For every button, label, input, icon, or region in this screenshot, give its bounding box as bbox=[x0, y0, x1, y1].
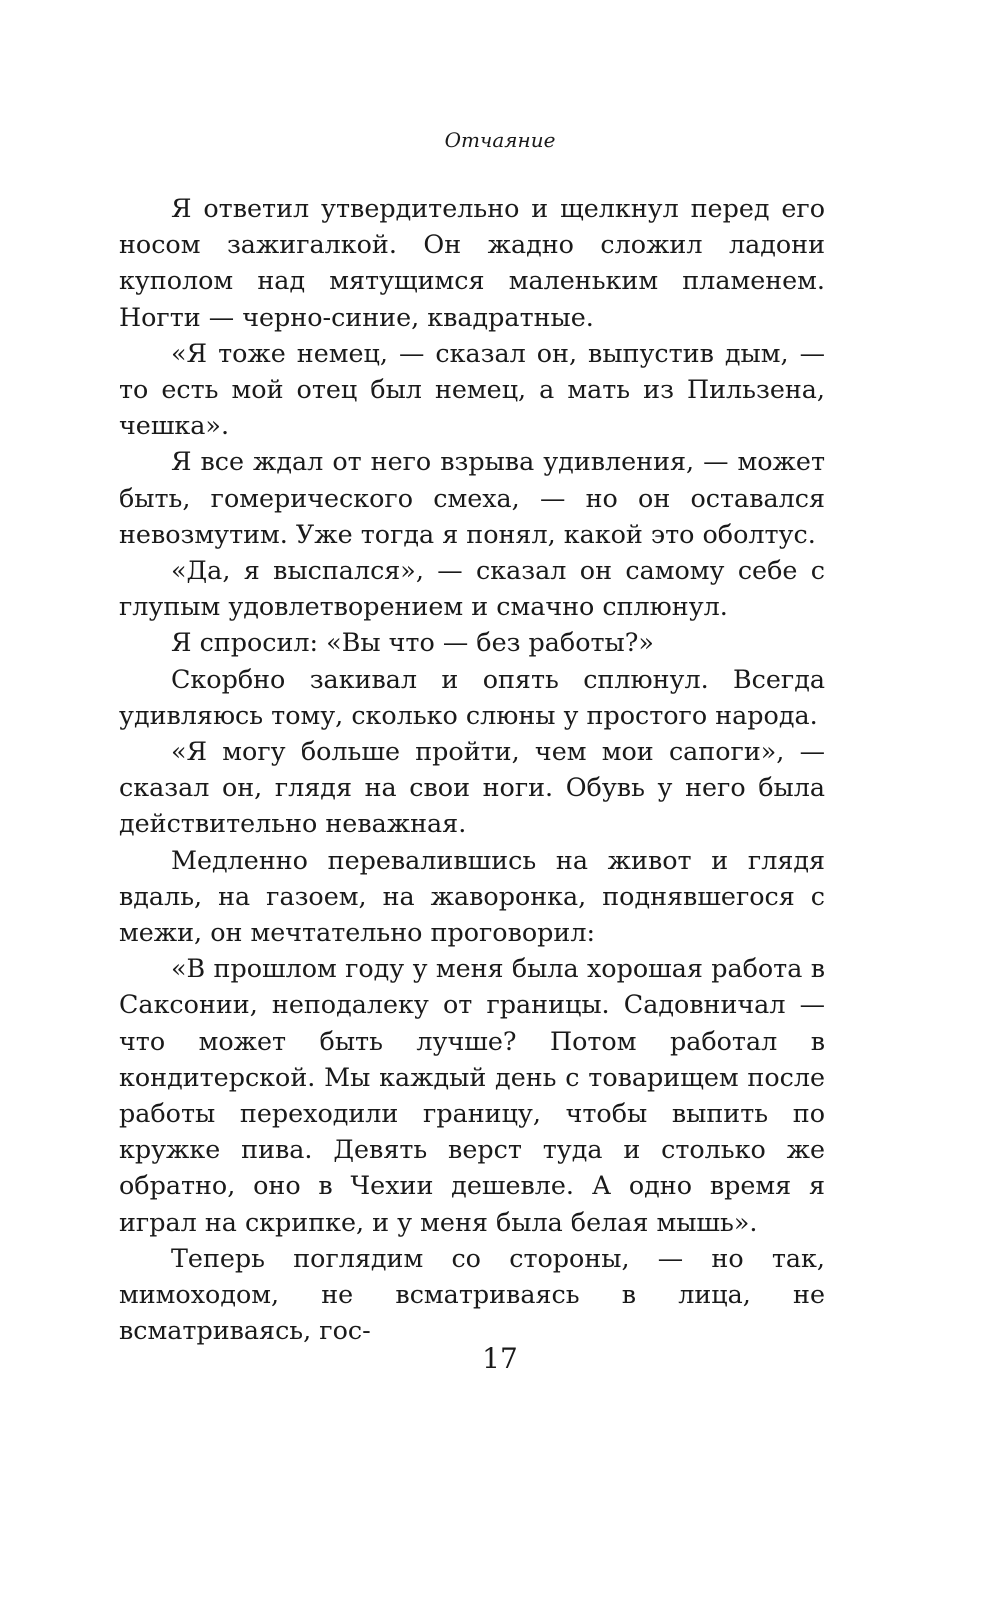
paragraph: «Я могу больше пройти, чем мои сапоги», — сказал он, глядя на свои ноги. Обувь у него была действительно неважная. bbox=[119, 736, 825, 839]
paragraph: Теперь поглядим со стороны, — но так, мимоходом, не всматриваясь в лица, не всматриваясь, гос- bbox=[119, 1242, 825, 1346]
paragraph: Я ответил утвердительно и щелкнул перед его носом зажигалкой. Он жадно сложил ладони куполом над мятущимся маленьким пламенем. Ногти — черно-синие, квадратные. bbox=[119, 193, 825, 332]
running-head: Отчаяние bbox=[444, 128, 556, 152]
paragraph: «Я тоже немец, — сказал он, выпустив дым, — то есть мой отец был немец, а мать из Пильзена, чешка». bbox=[119, 337, 825, 441]
page-number: 17 bbox=[482, 1342, 518, 1375]
paragraph: «В прошлом году у меня была хорошая работа в Саксонии, неподалеку от границы. Садовничал — что может быть лучше? Потом работал в кондитерской. Мы каждый день с товарищем после работы переходили границу, чтобы выпить по кружке пива. Девять верст туда и столько же обратно, оно в Чехии дешевле. А одно время я играл на скрипке, и у меня была белая мышь». bbox=[119, 953, 825, 1237]
paragraph: «Да, я выспался», — сказал он самому себе с глупым удовлетворением и смачно сплюнул. bbox=[119, 555, 825, 622]
paragraph: Я спросил: «Вы что — без работы?» bbox=[171, 627, 654, 658]
paragraph: Я все ждал от него взрыва удивления, — может быть, гомерического смеха, — но он оставался невозмутим. Уже тогда я понял, какой это оболтус. bbox=[119, 446, 825, 549]
paragraph: Медленно перевалившись на живот и глядя вдаль, на газоем, на жаворонка, поднявшегося с межи, он мечтательно проговорил: bbox=[119, 844, 825, 948]
paragraph: Скорбно закивал и опять сплюнул. Всегда удивляюсь тому, сколько слюны у простого народа. bbox=[119, 663, 825, 730]
body-text bbox=[119, 190, 825, 1349]
